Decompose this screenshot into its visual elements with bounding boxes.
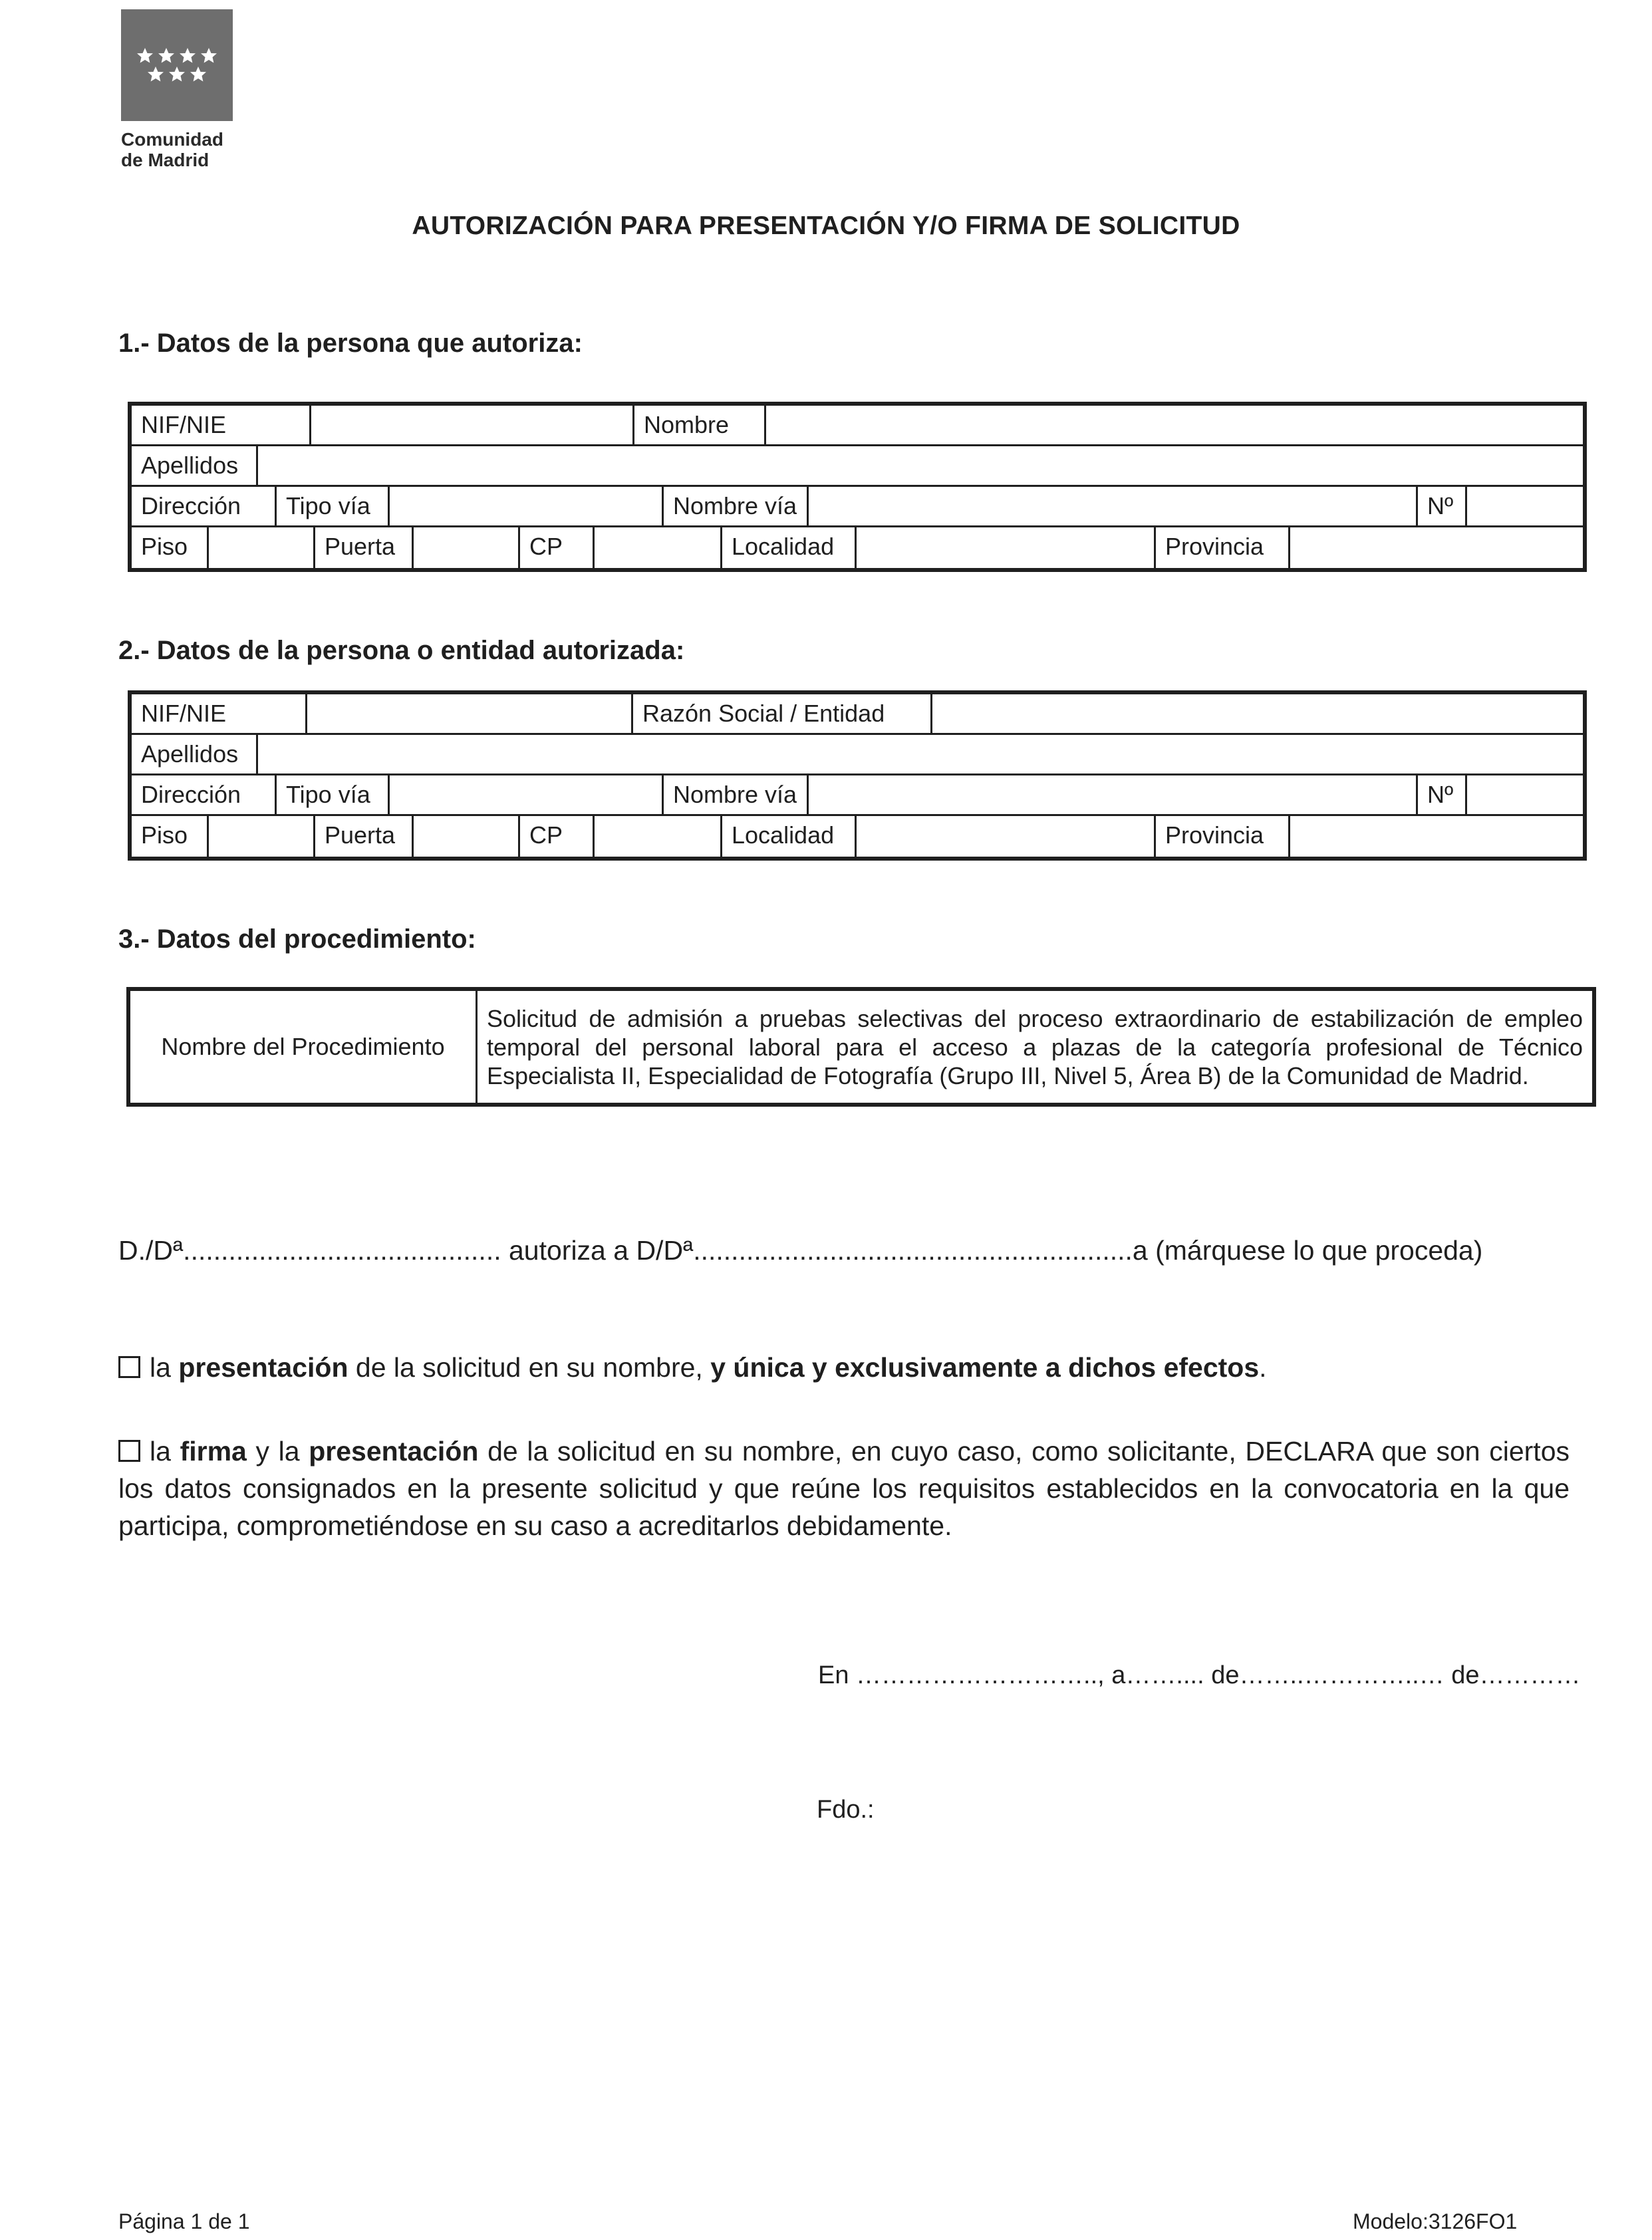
s1-apellidos-field[interactable] — [258, 446, 1583, 485]
section-1-form — [128, 402, 1587, 572]
s2-provincia-field[interactable] — [1290, 816, 1583, 857]
s1-tipo-via-label: Tipo vía — [277, 487, 390, 525]
procedure-name-value: Solicitud de admisión a pruebas selectivas del proceso extraordinario de estabilización de empleo temporal del personal laboral para el acceso a plazas de la categoría profesional de Técnico Especialista II, Especialidad de Fotografía (Grupo III, Nivel 5, Área B) de la Comunidad de Madrid. — [487, 1005, 1583, 1089]
s1-direccion-label: Dirección — [132, 487, 277, 525]
s2-cp-label: CP — [520, 816, 595, 857]
opt2-text-2: y la — [246, 1436, 309, 1467]
logo-line-2: de Madrid — [121, 150, 209, 170]
s1-nombre-via-label: Nombre vía — [664, 487, 809, 525]
s2-localidad-label: Localidad — [722, 816, 857, 857]
s2-row-piso — [132, 816, 1583, 857]
s2-razon-social-field[interactable] — [932, 694, 1583, 733]
section-2-heading: 2.- Datos de la persona o entidad autorizada: — [118, 636, 685, 665]
section-2-form — [128, 690, 1587, 861]
authorization-line: D./Dª.......................................... autoriza a D/Dª..........................................................a (márquese lo que proceda) — [118, 1235, 1483, 1266]
logo — [121, 9, 234, 170]
seven-stars-icon — [121, 9, 233, 121]
s2-nombre-via-field[interactable] — [809, 775, 1418, 814]
opt2-text-1: la — [150, 1436, 180, 1467]
s1-numero-label: Nº — [1418, 487, 1467, 525]
s2-localidad-field[interactable] — [857, 816, 1156, 857]
logo-text — [121, 129, 234, 170]
s2-row-apellidos — [132, 735, 1583, 775]
opt2-bold-2: presentación — [309, 1436, 479, 1467]
section-3-heading: 3.- Datos del procedimiento: — [118, 924, 476, 954]
s1-nombre-label: Nombre — [634, 406, 766, 444]
s2-cp-field[interactable] — [595, 816, 722, 857]
s1-numero-field[interactable] — [1467, 487, 1583, 525]
s1-cp-field[interactable] — [595, 527, 722, 568]
s1-tipo-via-field[interactable] — [390, 487, 664, 525]
s1-nif-label: NIF/NIE — [132, 406, 311, 444]
logo-line-1: Comunidad — [121, 129, 223, 150]
s2-piso-label: Piso — [132, 816, 209, 857]
option-signature-checkbox[interactable] — [118, 1440, 140, 1462]
s1-puerta-label: Puerta — [315, 527, 414, 568]
s1-localidad-label: Localidad — [722, 527, 857, 568]
s1-localidad-field[interactable] — [857, 527, 1156, 568]
s1-nif-field[interactable] — [311, 406, 634, 444]
s2-apellidos-label: Apellidos — [132, 735, 258, 773]
s2-apellidos-field[interactable] — [258, 735, 1583, 773]
s2-tipo-via-label: Tipo vía — [277, 775, 390, 814]
model-code: Modelo:3126FO1 — [1353, 2209, 1518, 2233]
option-presentation — [118, 1349, 1570, 1386]
s1-puerta-field[interactable] — [414, 527, 520, 568]
s1-nombre-via-field[interactable] — [809, 487, 1418, 525]
s1-provincia-field[interactable] — [1290, 527, 1583, 568]
option-signature — [118, 1433, 1570, 1544]
s1-row-direccion — [132, 487, 1583, 527]
section-1-heading: 1.- Datos de la persona que autoriza: — [118, 329, 583, 358]
place-date-line: En ……………………….., a…….... de……..…………..… de………… — [818, 1661, 1581, 1689]
s1-row-nif — [132, 406, 1583, 446]
procedure-table — [126, 987, 1596, 1107]
s1-piso-field[interactable] — [209, 527, 315, 568]
s2-puerta-field[interactable] — [414, 816, 520, 857]
s1-provincia-label: Provincia — [1156, 527, 1290, 568]
s2-piso-field[interactable] — [209, 816, 315, 857]
s2-nif-label: NIF/NIE — [132, 694, 307, 733]
page-number: Página 1 de 1 — [118, 2209, 250, 2233]
procedure-name-label: Nombre del Procedimiento — [130, 991, 478, 1103]
s2-numero-field[interactable] — [1467, 775, 1583, 814]
s1-row-piso — [132, 527, 1583, 568]
opt1-text-2: de la solicitud en su nombre, — [348, 1352, 711, 1383]
s2-razon-social-label: Razón Social / Entidad — [633, 694, 932, 733]
opt2-bold-1: firma — [180, 1436, 247, 1467]
s1-cp-label: CP — [520, 527, 595, 568]
s2-row-nif — [132, 694, 1583, 735]
opt2-text-3: de la solicitud en su nombre, en cuyo caso, como solicitante, DECLARA que son ciertos los datos consignados en la presente solicitud y que reúne los requisitos establecidos en la convocatoria en la que participa, comprometiéndose en su caso a acreditarlos debidamente. — [118, 1436, 1570, 1541]
s2-direccion-label: Dirección — [132, 775, 277, 814]
opt1-bold-2: y única y exclusivamente a dichos efectos — [710, 1352, 1260, 1383]
opt1-bold-1: presentación — [178, 1352, 348, 1383]
signature-label: Fdo.: — [817, 1796, 875, 1824]
opt1-text-3: . — [1259, 1352, 1267, 1383]
s2-provincia-label: Provincia — [1156, 816, 1290, 857]
s2-nif-field[interactable] — [307, 694, 633, 733]
s2-nombre-via-label: Nombre vía — [664, 775, 809, 814]
s1-piso-label: Piso — [132, 527, 209, 568]
s1-row-apellidos — [132, 446, 1583, 487]
s2-puerta-label: Puerta — [315, 816, 414, 857]
s1-nombre-field[interactable] — [766, 406, 1583, 444]
s2-tipo-via-field[interactable] — [390, 775, 664, 814]
page-title: AUTORIZACIÓN PARA PRESENTACIÓN Y/O FIRMA DE SOLICITUD — [412, 211, 1240, 240]
s2-row-direccion — [132, 775, 1583, 816]
opt1-text-1: la — [150, 1352, 179, 1383]
s2-numero-label: Nº — [1418, 775, 1467, 814]
option-presentation-checkbox[interactable] — [118, 1356, 140, 1378]
s1-apellidos-label: Apellidos — [132, 446, 258, 485]
